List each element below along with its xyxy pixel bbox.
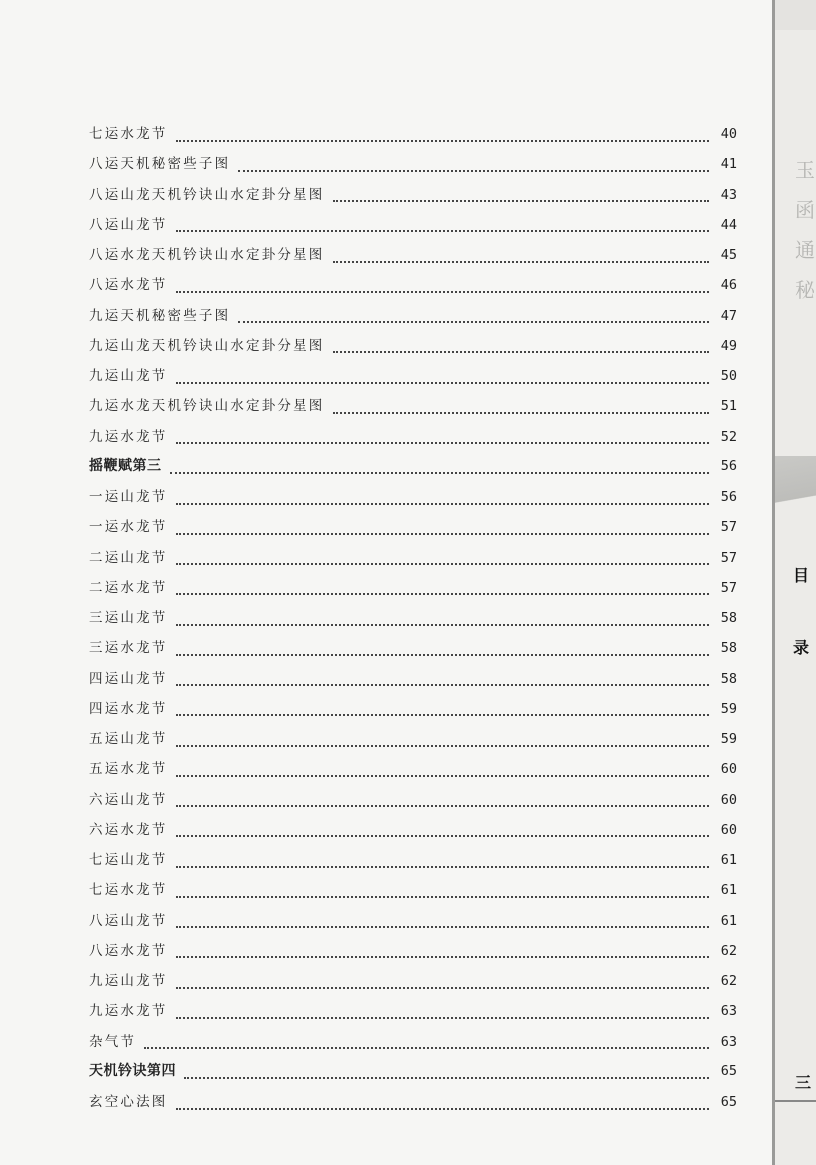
dot-leader bbox=[176, 290, 710, 293]
dot-leader bbox=[176, 683, 710, 686]
toc-entry-page: 65 bbox=[720, 1062, 737, 1079]
toc-entry-title: 八运天机秘密些子图 bbox=[89, 156, 231, 173]
toc-entry-title: 八运水龙节 bbox=[89, 277, 168, 294]
toc-entry-page: 63 bbox=[720, 1033, 737, 1050]
toc-entry-row[interactable] bbox=[89, 394, 737, 424]
dot-leader bbox=[144, 1046, 709, 1049]
toc-entry-page: 60 bbox=[720, 821, 737, 838]
toc-entry-title: 一运山龙节 bbox=[89, 489, 168, 505]
toc-entry-row[interactable] bbox=[89, 878, 737, 908]
toc-entry-row[interactable] bbox=[89, 1090, 737, 1120]
toc-entry-row[interactable] bbox=[89, 999, 737, 1029]
toc-entry-page: 50 bbox=[720, 368, 737, 384]
toc-entry-title: 九运山龙天机钤诀山水定卦分星图 bbox=[89, 337, 325, 354]
side-rule bbox=[775, 1100, 816, 1102]
toc-entry-page: 58 bbox=[720, 640, 737, 657]
toc-entry-page: 52 bbox=[720, 428, 737, 445]
toc-entry-page: 63 bbox=[720, 1003, 737, 1020]
dot-leader bbox=[176, 592, 710, 595]
side-band bbox=[775, 456, 816, 526]
toc-entry-title: 五运水龙节 bbox=[89, 761, 168, 778]
toc-entry-row[interactable] bbox=[89, 515, 737, 545]
toc-entry-title: 四运水龙节 bbox=[89, 700, 168, 717]
dot-leader bbox=[176, 502, 710, 505]
dot-leader bbox=[176, 925, 710, 928]
book-title-char: 玉 bbox=[795, 158, 815, 182]
dot-leader bbox=[238, 320, 709, 323]
toc-entry-row[interactable] bbox=[89, 727, 737, 757]
toc-entry-title: 四运山龙节 bbox=[89, 670, 168, 687]
toc-entry-row[interactable] bbox=[89, 243, 737, 273]
toc-entry-title: 八运山龙节 bbox=[89, 216, 168, 233]
dot-leader bbox=[176, 1107, 710, 1110]
toc-entry-title: 一运水龙节 bbox=[89, 519, 168, 536]
toc-entry-row[interactable] bbox=[89, 969, 737, 999]
toc-entry-row[interactable] bbox=[89, 213, 737, 243]
toc-entry-row[interactable] bbox=[89, 546, 737, 576]
toc-section-row[interactable] bbox=[89, 1060, 737, 1090]
toc-entry-row[interactable] bbox=[89, 122, 737, 152]
toc-entry-row[interactable] bbox=[89, 152, 737, 182]
toc-entry-page: 56 bbox=[720, 489, 737, 505]
toc-entry-page: 45 bbox=[720, 247, 737, 263]
toc-entry-row[interactable] bbox=[89, 667, 737, 697]
toc-section-row[interactable] bbox=[89, 455, 737, 485]
dot-leader bbox=[333, 199, 710, 202]
dot-leader bbox=[176, 804, 710, 807]
toc-entry-title: 九运水龙节 bbox=[89, 428, 168, 445]
dot-leader bbox=[176, 834, 710, 837]
side-top-shade bbox=[775, 0, 816, 30]
toc-entry-title: 七运山龙节 bbox=[89, 852, 168, 868]
toc-entry-title: 二运水龙节 bbox=[89, 579, 168, 596]
dot-leader bbox=[170, 471, 710, 474]
dot-leader bbox=[176, 139, 710, 142]
toc-entry-page: 59 bbox=[720, 731, 737, 747]
dot-leader bbox=[176, 532, 710, 535]
toc-entry-page: 56 bbox=[720, 457, 737, 474]
toc-entry-page: 57 bbox=[720, 519, 737, 536]
toc-entry-title: 三运山龙节 bbox=[89, 610, 168, 626]
toc-entry-title: 八运水龙天机钤诀山水定卦分星图 bbox=[89, 247, 325, 263]
toc-entry-page: 41 bbox=[720, 156, 737, 173]
dot-leader bbox=[176, 381, 710, 384]
toc-entry-row[interactable] bbox=[89, 636, 737, 666]
dot-leader bbox=[176, 865, 710, 868]
toc-entry-title: 九运天机秘密些子图 bbox=[89, 307, 231, 324]
heading-char: 目 bbox=[793, 566, 810, 585]
book-title-char: 通 bbox=[795, 238, 815, 262]
toc-entry-page: 51 bbox=[720, 398, 737, 415]
toc-entry-page: 60 bbox=[720, 791, 737, 808]
toc-entry-title: 八运山龙天机钤诀山水定卦分星图 bbox=[89, 186, 325, 203]
toc-entry-row[interactable] bbox=[89, 425, 737, 455]
book-title-char: 函 bbox=[795, 198, 815, 222]
dot-leader bbox=[176, 955, 710, 958]
dot-leader bbox=[333, 350, 710, 353]
toc-entry-row[interactable] bbox=[89, 364, 737, 394]
toc-entry-row[interactable] bbox=[89, 606, 737, 636]
toc-entry-page: 49 bbox=[720, 337, 737, 354]
dot-leader bbox=[333, 260, 710, 263]
toc-entry-page: 59 bbox=[720, 700, 737, 717]
dot-leader bbox=[176, 986, 710, 989]
toc-entry-title: 八运水龙节 bbox=[89, 942, 168, 959]
toc-entry-page: 62 bbox=[720, 942, 737, 959]
toc-entry-row[interactable] bbox=[89, 939, 737, 969]
toc-entry-title: 天机钤诀第四 bbox=[89, 1062, 176, 1079]
toc-entry-page: 46 bbox=[720, 277, 737, 294]
book-title-char: 秘 bbox=[795, 278, 815, 302]
toc-entry-row[interactable] bbox=[89, 273, 737, 303]
toc-entry-title: 九运山龙节 bbox=[89, 368, 168, 384]
toc-entry-title: 九运水龙节 bbox=[89, 1003, 168, 1020]
toc-entry-row[interactable] bbox=[89, 334, 737, 364]
toc-entry-row[interactable] bbox=[89, 697, 737, 727]
dot-leader bbox=[176, 774, 710, 777]
dot-leader bbox=[184, 1076, 709, 1079]
dot-leader bbox=[333, 411, 710, 414]
dot-leader bbox=[176, 653, 710, 656]
side-margin bbox=[775, 0, 816, 1165]
toc-heading-vertical bbox=[793, 540, 813, 684]
toc-entry-page: 57 bbox=[720, 579, 737, 596]
dot-leader bbox=[176, 623, 710, 626]
toc-entry-page: 61 bbox=[720, 852, 737, 868]
toc-entry-title: 七运水龙节 bbox=[89, 882, 168, 899]
toc-entry-page: 44 bbox=[720, 216, 737, 233]
toc-entry-row[interactable] bbox=[89, 818, 737, 848]
dot-leader bbox=[176, 562, 710, 565]
toc-entry-row[interactable] bbox=[89, 788, 737, 818]
toc-entry-title: 杂气节 bbox=[89, 1033, 137, 1050]
toc-entry-page: 47 bbox=[720, 307, 737, 324]
dot-leader bbox=[176, 1016, 710, 1019]
toc-entry-page: 57 bbox=[720, 549, 737, 566]
toc-entry-title: 玄空心法图 bbox=[89, 1094, 168, 1110]
dot-leader bbox=[176, 229, 710, 232]
toc-entry-page: 40 bbox=[720, 126, 737, 142]
toc-entry-title: 六运水龙节 bbox=[89, 821, 168, 838]
toc-entry-page: 62 bbox=[720, 973, 737, 989]
toc-entry-page: 60 bbox=[720, 761, 737, 778]
toc-entry-title: 三运水龙节 bbox=[89, 640, 168, 657]
toc-entry-title: 八运山龙节 bbox=[89, 912, 168, 929]
toc-entry-row[interactable] bbox=[89, 757, 737, 787]
dot-leader bbox=[176, 713, 710, 716]
toc-entry-row[interactable] bbox=[89, 1030, 737, 1060]
toc-entry-page: 58 bbox=[720, 610, 737, 626]
toc-entry-page: 65 bbox=[720, 1094, 737, 1110]
dot-leader bbox=[238, 169, 709, 172]
toc-entry-title: 七运水龙节 bbox=[89, 126, 168, 142]
toc-entry-title: 九运山龙节 bbox=[89, 973, 168, 989]
toc-entry-title: 五运山龙节 bbox=[89, 731, 168, 747]
toc-entry-row[interactable] bbox=[89, 183, 737, 213]
dot-leader bbox=[176, 895, 710, 898]
toc-entry-title: 九运水龙天机钤诀山水定卦分星图 bbox=[89, 398, 325, 415]
dot-leader bbox=[176, 744, 710, 747]
toc-entry-row[interactable] bbox=[89, 909, 737, 939]
toc-entry-page: 61 bbox=[720, 912, 737, 929]
toc-entry-row[interactable] bbox=[89, 304, 737, 334]
book-title-vertical bbox=[795, 150, 816, 310]
dot-leader bbox=[176, 441, 710, 444]
table-of-contents bbox=[89, 122, 737, 1120]
toc-entry-title: 二运山龙节 bbox=[89, 549, 168, 566]
toc-entry-page: 61 bbox=[720, 882, 737, 899]
toc-entry-page: 58 bbox=[720, 670, 737, 687]
toc-entry-row[interactable] bbox=[89, 485, 737, 515]
toc-entry-page: 43 bbox=[720, 186, 737, 203]
toc-entry-title: 六运山龙节 bbox=[89, 791, 168, 808]
toc-entry-row[interactable] bbox=[89, 848, 737, 878]
heading-char: 录 bbox=[793, 638, 810, 657]
toc-entry-row[interactable] bbox=[89, 576, 737, 606]
toc-entry-title: 摇鞭赋第三 bbox=[89, 457, 162, 474]
page-number: 三 bbox=[795, 1073, 812, 1092]
